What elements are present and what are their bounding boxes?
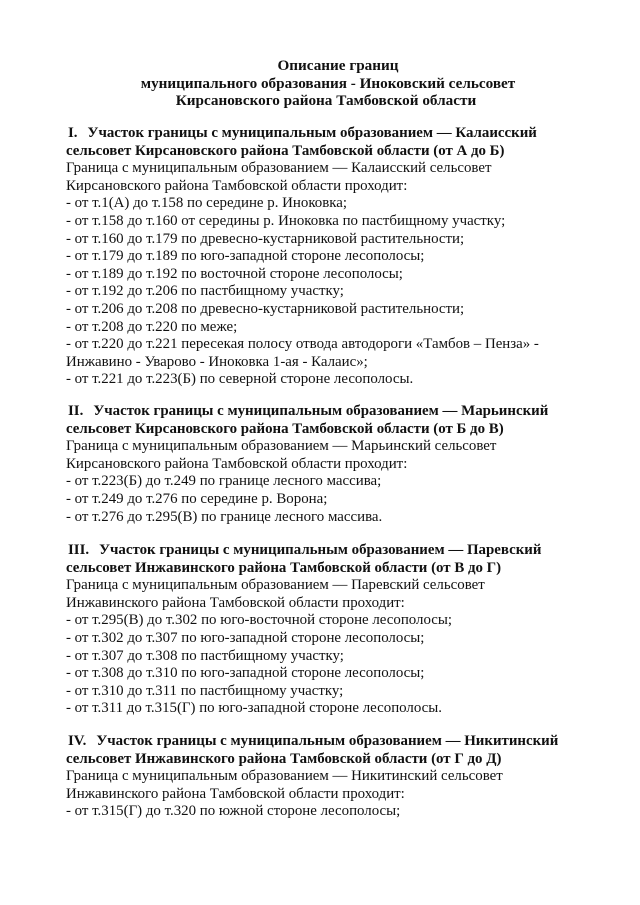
list-item: - от т.223(Б) до т.249 по границе лесного массива; — [66, 473, 382, 490]
section-heading — [66, 542, 596, 560]
list-item: - от т.310 до т.311 по пастбищному участку; — [66, 682, 344, 699]
list-item: - от т.249 до т.276 по середине р. Ворона; — [66, 490, 328, 507]
list-item: - от т.192 до т.206 по пастбищному участку; — [66, 283, 344, 300]
text-line: Граница с муниципальным образованием — Паревский сельсовет — [66, 577, 485, 594]
list-item: - от т.308 до т.310 по юго-западной стороне лесополосы; — [66, 665, 425, 682]
text-line: Кирсановского района Тамбовской области проходит: — [66, 455, 408, 472]
list-item: - от т.160 до т.179 по древесно-кустарниковой растительности; — [66, 230, 465, 247]
list-item: - от т.295(В) до т.302 по юго-восточной стороне лесополосы; — [66, 612, 453, 629]
text-line: Граница с муниципальным образованием — Никитинский сельсовет — [66, 768, 503, 785]
list-item: - от т.307 до т.308 по пастбищному участку; — [66, 647, 344, 664]
text-line: Кирсановского района Тамбовской области проходит: — [66, 177, 408, 194]
section-number: II. — [68, 403, 84, 419]
list-item: - от т.1(А) до т.158 по середине р. Иноковка; — [66, 195, 348, 212]
section-heading — [66, 403, 596, 421]
title-line: муниципального образования - Иноковский сельсовет — [140, 74, 516, 92]
list-item: - от т.158 до т.160 от середины р. Иноковка по пастбищному участку; — [66, 212, 506, 229]
section-heading: сельсовет Инжавинского района Тамбовской области (от В до Г) — [66, 559, 502, 576]
section-heading — [66, 125, 596, 143]
list-item: - от т.179 до т.189 по юго-западной стороне лесополосы; — [66, 248, 425, 265]
list-item: - от т.276 до т.295(В) по границе лесного массива. — [66, 508, 383, 525]
section-heading: сельсовет Кирсановского района Тамбовской области (от Б до В) — [66, 420, 504, 437]
list-item: - от т.208 до т.220 по меже; — [66, 318, 238, 335]
list-item: - от т.315(Г) до т.320 по южной стороне лесополосы; — [66, 803, 401, 820]
section-1 — [66, 125, 596, 389]
list-item: - от т.311 до т.315(Г) по юго-западной стороне лесополосы. — [66, 700, 442, 717]
section-number: IV. — [68, 733, 87, 749]
section-number: III. — [68, 542, 90, 558]
section-heading-text: Участок границы с муниципальным образованием — Калаисский — [87, 125, 537, 141]
title-line: Описание границ — [277, 57, 399, 74]
list-item: - от т.189 до т.192 по восточной стороне лесополосы; — [66, 265, 403, 282]
list-item: Инжавино - Уварово - Иноковка 1-ая - Калаис»; — [66, 353, 368, 370]
section-heading-text: Участок границы с муниципальным образованием — Паревский — [99, 542, 542, 558]
section-heading: сельсовет Инжавинского района Тамбовской области (от Г до Д) — [66, 750, 502, 767]
section-heading: сельсовет Кирсановского района Тамбовской области (от А до Б) — [66, 142, 505, 159]
section-3 — [66, 542, 596, 718]
text-line: Инжавинского района Тамбовской области проходит: — [66, 785, 405, 802]
text-line: Граница с муниципальным образованием — Калаисский сельсовет — [66, 160, 492, 177]
list-item: - от т.220 до т.221 пересекая полосу отвода автодороги «Тамбов – Пенза» - — [66, 336, 539, 353]
section-number: I. — [68, 125, 78, 141]
document-title — [0, 57, 640, 110]
text-line: Граница с муниципальным образованием — Марьинский сельсовет — [66, 438, 497, 455]
section-heading — [66, 733, 596, 751]
list-item: - от т.221 до т.223(Б) по северной стороне лесополосы. — [66, 371, 414, 388]
title-line: Кирсановского района Тамбовской области — [175, 92, 477, 109]
section-2 — [66, 403, 596, 526]
section-heading-text: Участок границы с муниципальным образованием — Никитинский — [96, 733, 559, 749]
list-item: - от т.206 до т.208 по древесно-кустарниковой растительности; — [66, 300, 465, 317]
section-4 — [66, 733, 596, 821]
list-item: - от т.302 до т.307 по юго-западной стороне лесополосы; — [66, 629, 425, 646]
section-heading-text: Участок границы с муниципальным образованием — Марьинский — [93, 403, 549, 419]
text-line: Инжавинского района Тамбовской области проходит: — [66, 594, 405, 611]
